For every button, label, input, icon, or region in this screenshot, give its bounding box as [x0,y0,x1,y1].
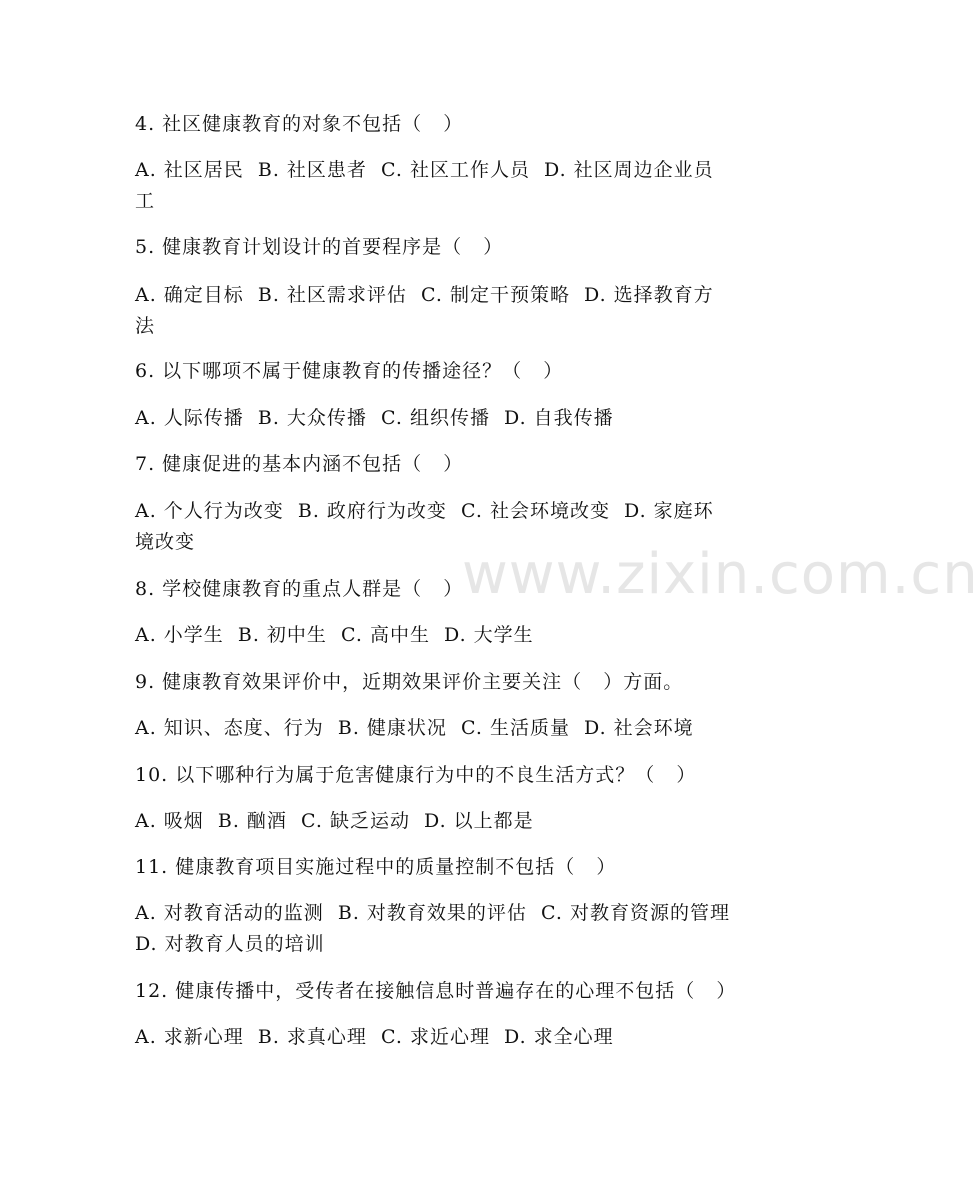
question-options: A. 个人行为改变 B. 政府行为改变 C. 社会环境改变 D. 家庭环 [135,500,714,522]
question-options: A. 社区居民 B. 社区患者 C. 社区工作人员 D. 社区周边企业员 [135,159,714,181]
question-stem: 6. 以下哪项不属于健康教育的传播途径？（ ） [135,360,564,382]
question-stem: 8. 学校健康教育的重点人群是（ ） [135,578,464,600]
question-stem: 7. 健康促进的基本内涵不包括（ ） [135,453,464,475]
question-options: A. 确定目标 B. 社区需求评估 C. 制定干预策略 D. 选择教育方 [135,284,714,306]
question-options-continued: 法 [135,315,156,337]
question-stem: 11. 健康教育项目实施过程中的质量控制不包括（ ） [135,856,617,878]
question-stem: 5. 健康教育计划设计的首要程序是（ ） [135,236,504,258]
question-stem: 9. 健康教育效果评价中，近期效果评价主要关注（ ）方面。 [135,671,684,693]
question-options: A. 吸烟 B. 酗酒 C. 缺乏运动 D. 以上都是 [135,810,534,832]
question-options: A. 求新心理 B. 求真心理 C. 求近心理 D. 求全心理 [135,1026,614,1048]
question-options: A. 小学生 B. 初中生 C. 高中生 D. 大学生 [135,624,534,646]
question-options: A. 人际传播 B. 大众传播 C. 组织传播 D. 自我传播 [135,407,614,429]
question-options-continued: 境改变 [135,531,196,553]
question-options: A. 知识、态度、行为 B. 健康状况 C. 生活质量 D. 社会环境 [135,717,694,739]
watermark: www.zixin.com.cn [462,542,979,607]
question-stem: 10. 以下哪种行为属于危害健康行为中的不良生活方式？（ ） [135,764,697,786]
question-options-continued: 工 [135,190,156,212]
question-stem: 4. 社区健康教育的对象不包括（ ） [135,113,464,135]
question-stem: 12. 健康传播中，受传者在接触信息时普遍存在的心理不包括（ ） [135,980,737,1002]
question-options: A. 对教育活动的监测 B. 对教育效果的评估 C. 对教育资源的管理 [135,902,730,924]
question-options-continued: D. 对教育人员的培训 [135,933,325,955]
